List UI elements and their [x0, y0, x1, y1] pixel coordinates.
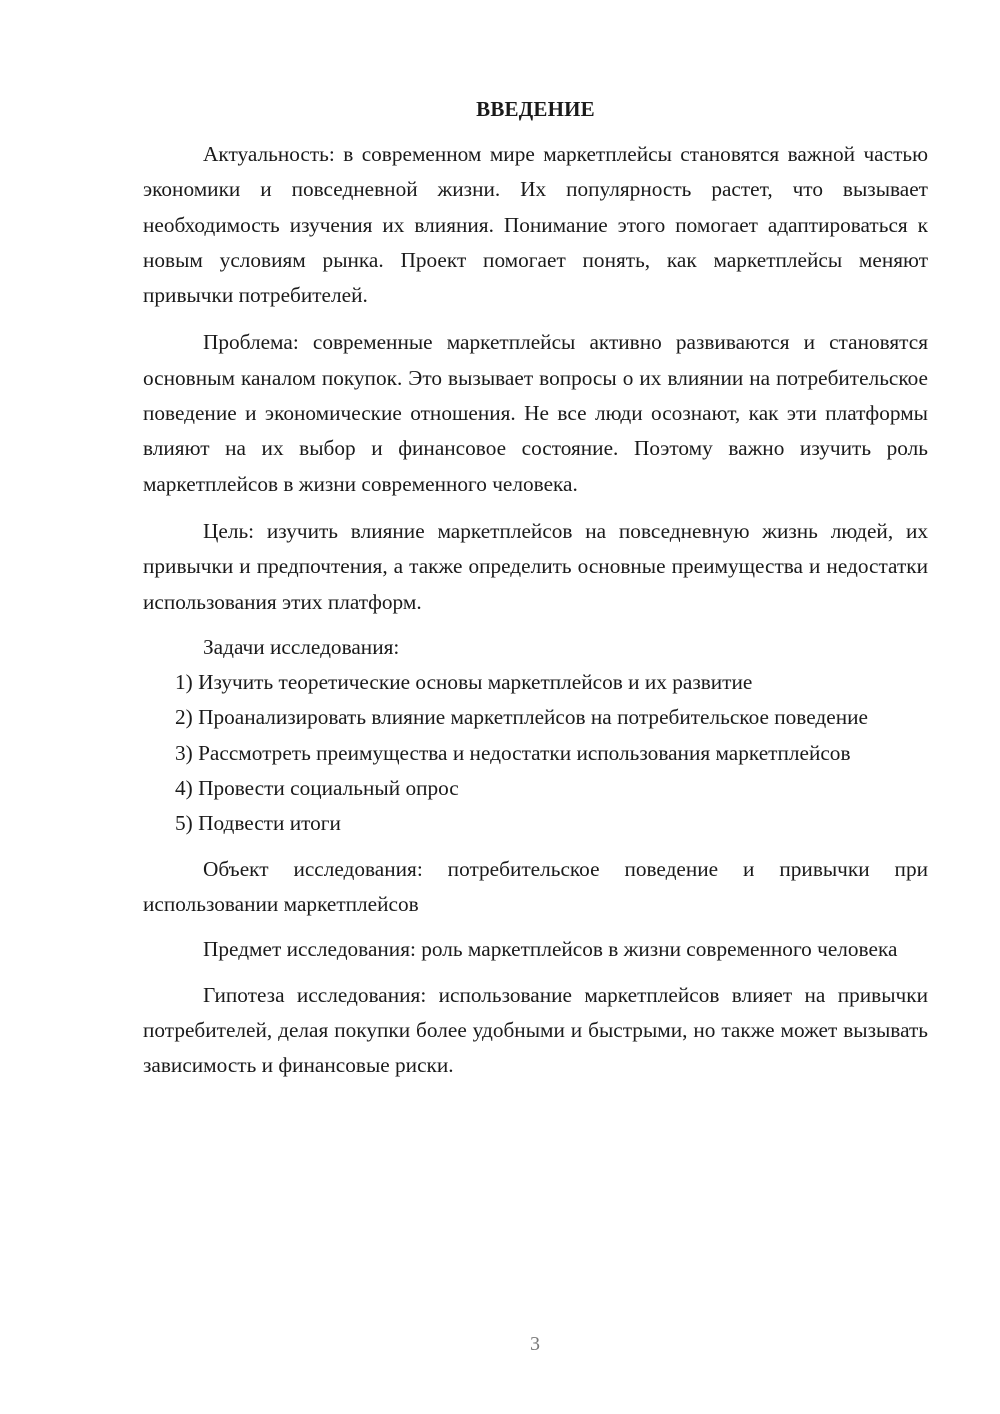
goal-paragraph: Цель: изучить влияние маркетплейсов на повседневную жизнь людей, их привычки и предпочтения, а также определить основные преимущества и недостатки использования этих платформ. [143, 518, 928, 614]
task-item-3: 3) Рассмотреть преимущества и недостатки использования маркетплейсов [175, 740, 851, 765]
section-heading: ВВЕДЕНИЕ [476, 97, 595, 121]
hypothesis-paragraph: Гипотеза исследования: использование маркетплейсов влияет на привычки потребителей, делая покупки более удобными и быстрыми, но также может вызывать зависимость и финансовые риски. [143, 982, 928, 1078]
problem-paragraph: Проблема: современные маркетплейсы активно развиваются и становятся основным каналом покупок. Это вызывает вопросы о их влиянии на потребительское поведение и экономические отношения. Не все люди осознают, как эти платформы влияют на их выбор и финансовое состояние. Поэтому важно изучить роль маркетплейсов в жизни современного человека. [143, 330, 928, 496]
research-object-paragraph: Объект исследования: потребительское поведение и привычки при использовании маркетплейсов [143, 856, 928, 916]
tasks-heading: Задачи исследования: [203, 634, 400, 659]
relevance-paragraph: Актуальность: в современном мире маркетплейсы становятся важной частью экономики и повседневной жизни. Их популярность растет, что вызывает необходимость изучения их влияния. Понимание этого помогает адаптироваться к новым условиям рынка. Проект помогает понять, как маркетплейсы меняют привычки потребителей. [143, 142, 928, 308]
task-item-1: 1) Изучить теоретические основы маркетплейсов и их развитие [175, 670, 753, 695]
document-page [143, 92, 928, 1083]
task-item-2: 2) Проанализировать влияние маркетплейсов на потребительское поведение [175, 705, 868, 730]
task-item-4: 4) Провести социальный опрос [175, 776, 459, 801]
page-number: 3 [530, 1333, 540, 1355]
task-item-5: 5) Подвести итоги [175, 811, 341, 836]
research-subject-paragraph: Предмет исследования: роль маркетплейсов в жизни современного человека [203, 937, 898, 962]
